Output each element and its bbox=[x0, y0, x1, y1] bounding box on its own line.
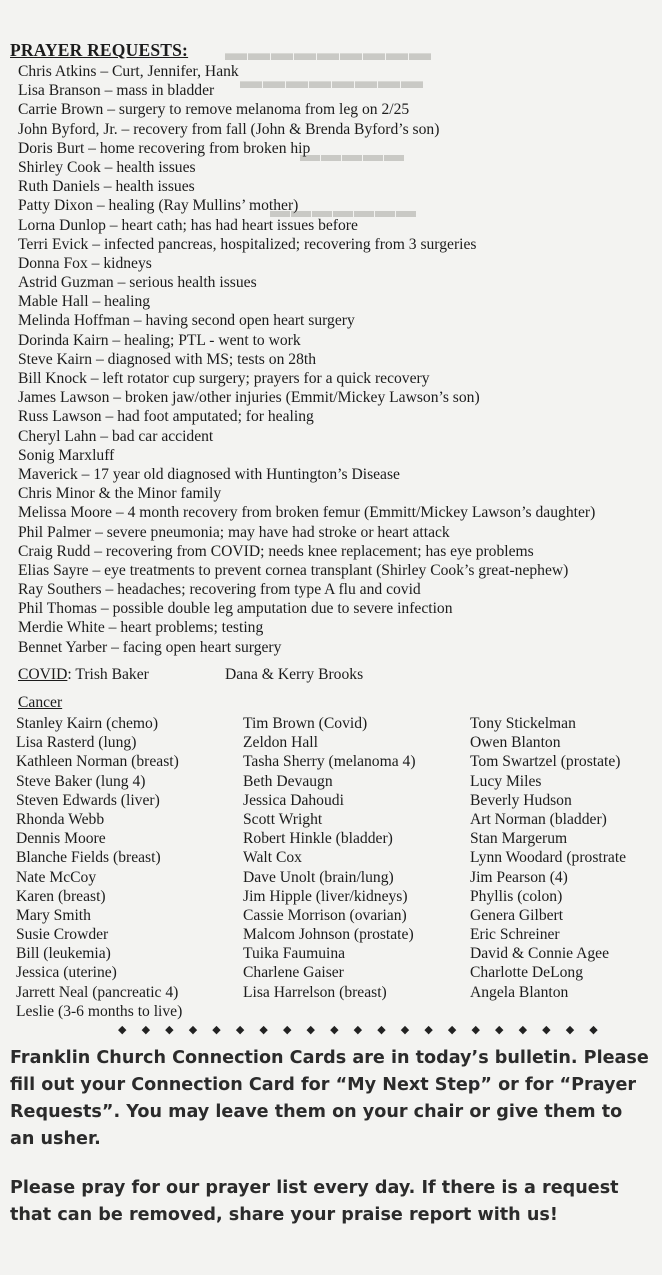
cancer-name: Mary Smith bbox=[16, 906, 91, 924]
request-item: Russ Lawson – had foot amputated; for healing bbox=[18, 408, 314, 426]
cancer-name: Kathleen Norman (breast) bbox=[16, 753, 179, 771]
cancer-name: Blanche Fields (breast) bbox=[16, 849, 161, 867]
cancer-name: Jessica (uterine) bbox=[16, 964, 117, 982]
cancer-name: Tuika Faumuina bbox=[243, 945, 346, 963]
cancer-name: Tony Stickelman bbox=[470, 715, 576, 732]
request-item: Melissa Moore – 4 month recovery from broken femur (Emmitt/Mickey Lawson’s daughter) bbox=[18, 504, 596, 522]
diamond-icon: ◆ bbox=[542, 1023, 551, 1036]
cancer-name: Genera Gilbert bbox=[470, 906, 564, 924]
cancer-name: Lynn Woodard (prostrate bbox=[470, 849, 627, 867]
connection-card-notice: Franklin Church Connection Cards are in today’s bulletin. Please fill out your Connection Card for “My Next Step” or for “Prayer Requests”. You may leave them on your chair or give them to an usher. bbox=[10, 1048, 649, 1149]
cancer-name: Karen (breast) bbox=[16, 887, 106, 905]
diamond-icon: ◆ bbox=[518, 1023, 528, 1036]
request-item: Astrid Guzman – serious health issues bbox=[18, 274, 257, 292]
cancer-name: Lisa Rasterd (lung) bbox=[16, 734, 137, 752]
cancer-name: Owen Blanton bbox=[470, 734, 561, 752]
request-item: Chris Atkins – Curt, Jennifer, Hank bbox=[18, 63, 239, 80]
request-item: Lorna Dunlop – heart cath; has had heart issues before bbox=[18, 216, 358, 234]
diamond-icon: ◆ bbox=[212, 1023, 221, 1036]
cancer-name: Dave Unolt (brain/lung) bbox=[243, 868, 394, 886]
diamond-icon: ◆ bbox=[400, 1023, 410, 1036]
request-item: Shirley Cook – health issues bbox=[18, 158, 196, 176]
cancer-name: Beth Devaugn bbox=[243, 772, 333, 790]
request-item: Patty Dixon – healing (Ray Mullins’ mother) bbox=[18, 197, 299, 215]
cancer-name: Susie Crowder bbox=[16, 926, 109, 944]
diamond-icon: ◆ bbox=[165, 1023, 174, 1036]
request-item: Maverick – 17 year old diagnosed with Huntington’s Disease bbox=[18, 465, 400, 483]
diamond-icon: ◆ bbox=[235, 1023, 245, 1036]
diamond-icon: ◆ bbox=[589, 1023, 598, 1036]
request-item: Merdie White – heart problems; testing bbox=[18, 619, 264, 637]
diamond-icon: ◆ bbox=[282, 1023, 292, 1036]
request-item: Sonig Marxluff bbox=[18, 446, 115, 464]
diamond-icon: ◆ bbox=[447, 1023, 457, 1036]
cancer-name: Malcom Johnson (prostate) bbox=[243, 926, 414, 944]
covid-label: COVID bbox=[18, 666, 68, 683]
cancer-name: Eric Schreiner bbox=[470, 926, 560, 944]
cancer-name: Tasha Sherry (melanoma 4) bbox=[243, 753, 416, 771]
cancer-name: Bill (leukemia) bbox=[16, 945, 111, 963]
cancer-name: Charlotte DeLong bbox=[470, 964, 584, 982]
cancer-name: Steve Baker (lung 4) bbox=[16, 772, 146, 790]
covid-name: : Trish Baker bbox=[67, 666, 149, 683]
diamond-divider bbox=[118, 1018, 598, 1040]
cancer-name: Lisa Harrelson (breast) bbox=[243, 983, 387, 1001]
request-item: Carrie Brown – surgery to remove melanoma from leg on 2/25 bbox=[18, 101, 410, 119]
request-item: Dorinda Kairn – healing; PTL - went to work bbox=[18, 331, 301, 349]
diamond-icon: ◆ bbox=[306, 1023, 315, 1036]
request-item: Phil Thomas – possible double leg amputation due to severe infection bbox=[18, 600, 453, 618]
request-item: Phil Palmer – severe pneumonia; may have had stroke or heart attack bbox=[18, 523, 450, 541]
diamond-icon: ◆ bbox=[565, 1023, 575, 1036]
cancer-name: Angela Blanton bbox=[470, 983, 569, 1001]
bleed-through-text: ▬▬▬▬▬▬▬ bbox=[270, 200, 417, 222]
cancer-name: Charlene Gaiser bbox=[243, 964, 344, 982]
bleed-through-text: ▬▬▬▬▬▬▬▬▬ bbox=[225, 40, 432, 65]
diamond-icon: ◆ bbox=[259, 1023, 268, 1036]
request-item: Bennet Yarber – facing open heart surgery bbox=[18, 638, 282, 656]
request-item: James Lawson – broken jaw/other injuries (Emmit/Mickey Lawson’s son) bbox=[18, 389, 480, 407]
cancer-name: Steven Edwards (liver) bbox=[16, 791, 160, 809]
cancer-name: Jim Pearson (4) bbox=[470, 868, 568, 886]
diamond-icon: ◆ bbox=[118, 1023, 127, 1036]
cancer-name: Dennis Moore bbox=[16, 830, 106, 848]
covid-row bbox=[18, 665, 658, 685]
diamond-icon: ◆ bbox=[188, 1023, 198, 1036]
request-item: Mable Hall – healing bbox=[18, 293, 151, 311]
cancer-name: Jessica Dahoudi bbox=[243, 791, 344, 809]
cancer-name: Nate McCoy bbox=[16, 868, 97, 886]
diamond-icon: ◆ bbox=[471, 1023, 480, 1036]
request-item: Lisa Branson – mass in bladder bbox=[18, 82, 215, 100]
request-item: Ruth Daniels – health issues bbox=[18, 178, 195, 196]
bleed-through-text: ▬▬▬▬▬▬▬▬ bbox=[240, 68, 424, 93]
cancer-name: Lucy Miles bbox=[470, 772, 542, 790]
cancer-name: Cassie Morrison (ovarian) bbox=[243, 906, 407, 924]
request-item: Craig Rudd – recovering from COVID; needs knee replacement; has eye problems bbox=[18, 542, 534, 560]
cancer-name: Tom Swartzel (prostate) bbox=[470, 753, 621, 771]
cancer-name: Zeldon Hall bbox=[243, 734, 318, 752]
cancer-name: Tim Brown (Covid) bbox=[243, 715, 368, 732]
request-item: Donna Fox – kidneys bbox=[18, 254, 152, 272]
bleed-through-text: ▬▬▬▬▬ bbox=[300, 144, 405, 166]
cancer-name: Jim Hipple (liver/kidneys) bbox=[243, 887, 408, 905]
cancer-name: Art Norman (bladder) bbox=[470, 810, 607, 828]
request-item: Doris Burt – home recovering from broken hip bbox=[18, 139, 311, 157]
cancer-name: Leslie (3-6 months to live) bbox=[16, 1002, 183, 1020]
diamond-icon: ◆ bbox=[495, 1023, 504, 1036]
request-item: Steve Kairn – diagnosed with MS; tests on 28th bbox=[18, 350, 316, 368]
diamond-icon: ◆ bbox=[353, 1023, 363, 1036]
cancer-name: Walt Cox bbox=[243, 849, 302, 867]
cancer-name: Phyllis (colon) bbox=[470, 887, 563, 905]
cancer-name: Rhonda Webb bbox=[16, 810, 105, 828]
request-item: Terri Evick – infected pancreas, hospitalized; recovering from 3 surgeries bbox=[18, 235, 477, 253]
cancer-name: Robert Hinkle (bladder) bbox=[243, 830, 393, 848]
cancer-name: Stan Margerum bbox=[470, 830, 568, 848]
cancer-name: David & Connie Agee bbox=[470, 945, 610, 963]
diamond-icon: ◆ bbox=[424, 1023, 433, 1036]
request-item: Bill Knock – left rotator cup surgery; prayers for a quick recovery bbox=[18, 370, 430, 387]
diamond-icon: ◆ bbox=[330, 1023, 339, 1036]
diamond-icon: ◆ bbox=[141, 1023, 151, 1036]
cancer-column-1 bbox=[16, 714, 182, 1021]
cancer-column-2 bbox=[243, 714, 416, 1002]
cancer-name: Scott Wright bbox=[243, 810, 323, 828]
request-item: Melinda Hoffman – having second open heart surgery bbox=[18, 312, 355, 330]
request-item: Ray Southers – headaches; recovering from type A flu and covid bbox=[18, 581, 421, 599]
cancer-name: Stanley Kairn (chemo) bbox=[16, 715, 159, 732]
cancer-name: Beverly Hudson bbox=[470, 791, 572, 809]
request-item: John Byford, Jr. – recovery from fall (John & Brenda Byford’s son) bbox=[18, 120, 440, 138]
request-item: Cheryl Lahn – bad car accident bbox=[18, 427, 214, 445]
prayer-requests-heading: PRAYER REQUESTS: bbox=[10, 40, 189, 60]
covid-name: Dana & Kerry Brooks bbox=[225, 666, 364, 683]
prayer-list-notice: Please pray for our prayer list every day. If there is a request that can be removed, share your praise report with us! bbox=[10, 1178, 619, 1225]
cancer-label: Cancer bbox=[18, 694, 63, 711]
request-item: Chris Minor & the Minor family bbox=[18, 485, 222, 503]
prayer-request-list bbox=[18, 62, 658, 657]
diamond-icon: ◆ bbox=[377, 1023, 386, 1036]
cancer-column-3 bbox=[470, 714, 626, 1002]
request-item: Elias Sayre – eye treatments to prevent cornea transplant (Shirley Cook’s great-nephew) bbox=[18, 561, 569, 579]
cancer-name: Jarrett Neal (pancreatic 4) bbox=[16, 983, 179, 1001]
